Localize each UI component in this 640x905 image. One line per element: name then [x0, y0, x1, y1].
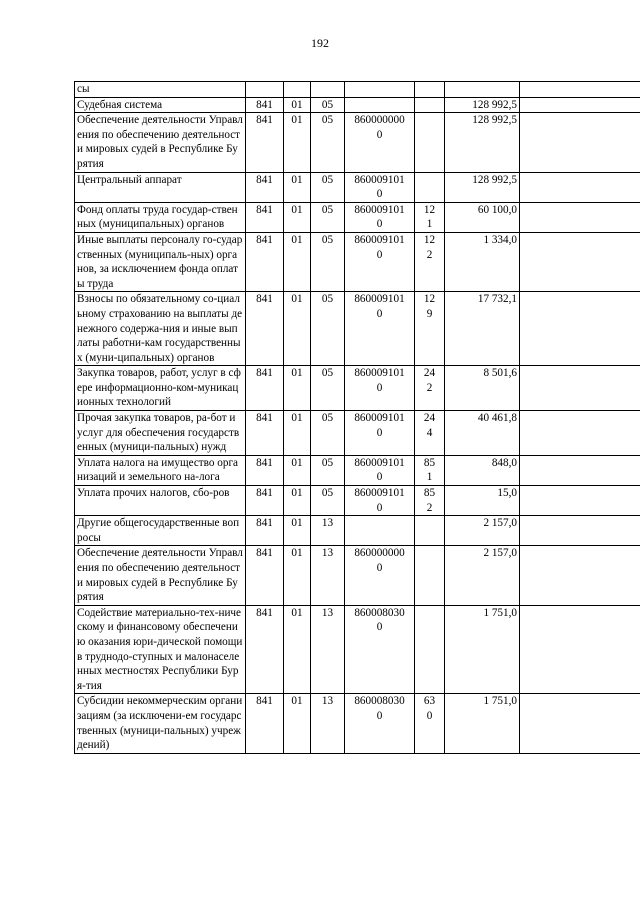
table-row — [75, 516, 640, 546]
row-csr-cell — [345, 605, 415, 694]
row-pr-cell: 05 — [311, 411, 345, 456]
table-row — [75, 411, 640, 456]
row-amount-cell: 128 992,5 — [445, 113, 520, 172]
row-pr-cell: 05 — [311, 232, 345, 291]
page-number: 192 — [311, 36, 329, 50]
table-row — [75, 97, 640, 113]
row-name-cell: Содействие материально-тех-ническому и финансовому обеспечению оказания юри-дической помощи в труднодо-ступных и малонаселенных местностях Республики Буря-тия — [75, 605, 246, 694]
row-ved-cell: 841 — [246, 113, 284, 172]
row-csr-cell — [345, 546, 415, 605]
table-row — [75, 694, 640, 753]
row-csr-line: 0 — [376, 248, 383, 261]
row-name-cell: сы — [75, 82, 246, 98]
row-name-cell: Фонд оплаты труда государ-ственных (муниципальных) органов — [75, 202, 246, 232]
row-csr-line: 0 — [376, 381, 383, 394]
row-pr-cell: 05 — [311, 97, 345, 113]
row-pr-cell: 05 — [311, 486, 345, 516]
row-amount-cell: 1 334,0 — [445, 232, 520, 291]
row-vr-line: 24 — [423, 412, 436, 425]
row-vr-cell — [415, 605, 445, 694]
row-pr-cell: 05 — [311, 202, 345, 232]
row-pr-cell: 05 — [311, 113, 345, 172]
row-csr-cell — [345, 292, 415, 366]
row-ved-cell: 841 — [246, 202, 284, 232]
row-csr-cell — [345, 411, 415, 456]
table-row — [75, 232, 640, 291]
row-rz-cell: 01 — [284, 411, 311, 456]
row-extra-cell — [520, 232, 640, 291]
row-vr-line: 2 — [426, 381, 433, 394]
row-pr-cell: 13 — [311, 516, 345, 546]
row-vr-line: 1 — [426, 218, 433, 231]
table-row — [75, 605, 640, 694]
row-vr-cell — [415, 113, 445, 172]
row-extra-cell — [520, 546, 640, 605]
row-amount-cell: 60 100,0 — [445, 202, 520, 232]
row-ved-cell: 841 — [246, 516, 284, 546]
row-vr-cell — [415, 172, 445, 202]
row-vr-cell — [415, 232, 445, 291]
row-csr-cell — [345, 366, 415, 411]
row-vr-line: 12 — [423, 233, 436, 246]
row-extra-cell — [520, 113, 640, 172]
row-rz-cell: 01 — [284, 694, 311, 753]
row-rz-cell: 01 — [284, 113, 311, 172]
row-pr-cell: 05 — [311, 455, 345, 485]
row-csr-cell — [345, 97, 415, 113]
row-extra-cell — [520, 694, 640, 753]
row-amount-cell: 8 501,6 — [445, 366, 520, 411]
row-pr-cell: 13 — [311, 694, 345, 753]
row-pr-cell: 13 — [311, 605, 345, 694]
budget-table — [74, 81, 640, 754]
row-csr-cell — [345, 172, 415, 202]
row-extra-cell — [520, 172, 640, 202]
table-row — [75, 486, 640, 516]
row-vr-line: 0 — [426, 709, 433, 722]
row-name-cell: Центральный аппарат — [75, 172, 246, 202]
row-vr-line: 12 — [423, 203, 436, 216]
row-name-cell: Иные выплаты персоналу го-сударственных (муниципаль-ных) органов, за исключением фонда оплаты труда — [75, 232, 246, 291]
row-vr-line: 2 — [426, 501, 433, 514]
row-ved-cell: 841 — [246, 411, 284, 456]
row-rz-cell — [284, 82, 311, 98]
row-csr-line: 0 — [376, 426, 383, 439]
row-vr-line: 4 — [426, 426, 433, 439]
row-rz-cell: 01 — [284, 366, 311, 411]
table-row — [75, 455, 640, 485]
row-csr-line: 0 — [376, 188, 383, 201]
row-rz-cell: 01 — [284, 292, 311, 366]
row-vr-cell — [415, 82, 445, 98]
row-vr-cell — [415, 486, 445, 516]
row-extra-cell — [520, 605, 640, 694]
row-csr-cell — [345, 694, 415, 753]
row-rz-cell: 01 — [284, 202, 311, 232]
row-csr-line: 0 — [376, 562, 383, 574]
row-ved-cell: 841 — [246, 455, 284, 485]
table-row — [75, 82, 640, 98]
row-amount-cell: 17 732,1 — [445, 292, 520, 366]
table-row — [75, 292, 640, 366]
row-amount-cell — [445, 82, 520, 98]
row-amount-cell: 1 751,0 — [445, 694, 520, 753]
row-name-cell: Другие общегосударственные вопросы — [75, 516, 246, 546]
table-row — [75, 546, 640, 605]
row-rz-cell: 01 — [284, 546, 311, 605]
row-vr-cell — [415, 694, 445, 753]
row-vr-cell — [415, 366, 445, 411]
row-ved-cell: 841 — [246, 97, 284, 113]
row-name-cell: Обеспечение деятельности Управления по обеспечению деятельности мировых судей в Республике Бурятия — [75, 546, 246, 605]
row-extra-cell — [520, 516, 640, 546]
row-ved-cell: 841 — [246, 694, 284, 753]
row-csr-line: 860009101 — [354, 293, 405, 306]
row-ved-cell: 841 — [246, 232, 284, 291]
row-vr-cell — [415, 97, 445, 113]
row-amount-cell: 15,0 — [445, 486, 520, 516]
row-csr-line: 0 — [376, 218, 383, 231]
row-pr-cell: 05 — [311, 366, 345, 411]
row-csr-line: 0 — [376, 501, 383, 514]
table-row — [75, 113, 640, 172]
row-vr-line: 24 — [423, 367, 436, 380]
row-name-cell: Уплата налога на имущество организаций и земельного на-лога — [75, 455, 246, 485]
row-ved-cell: 841 — [246, 546, 284, 605]
row-csr-line: 0 — [376, 471, 383, 484]
row-extra-cell — [520, 486, 640, 516]
row-csr-line: 860009101 — [354, 487, 405, 500]
row-csr-line: 860008030 — [354, 695, 405, 708]
row-name-cell: Закупка товаров, работ, услуг в сфере информационно-ком-муникационных технологий — [75, 366, 246, 411]
row-rz-cell: 01 — [284, 605, 311, 694]
budget-table-body — [75, 82, 640, 754]
row-amount-cell: 40 461,8 — [445, 411, 520, 456]
row-csr-cell — [345, 232, 415, 291]
row-pr-cell: 13 — [311, 546, 345, 605]
row-vr-line: 85 — [423, 456, 436, 469]
row-vr-cell — [415, 516, 445, 546]
row-extra-cell — [520, 411, 640, 456]
row-csr-line: 860009101 — [354, 456, 405, 469]
row-name-cell: Судебная система — [75, 97, 246, 113]
row-vr-line: 12 — [423, 293, 436, 306]
row-vr-cell — [415, 455, 445, 485]
row-csr-line: 0 — [376, 621, 383, 634]
row-ved-cell: 841 — [246, 172, 284, 202]
row-rz-cell: 01 — [284, 516, 311, 546]
row-extra-cell — [520, 82, 640, 98]
row-ved-cell: 841 — [246, 292, 284, 366]
row-csr-cell — [345, 82, 415, 98]
row-csr-cell — [345, 113, 415, 172]
row-csr-line: 0 — [376, 307, 383, 320]
row-vr-line: 63 — [423, 695, 436, 708]
row-csr-line: 860000000 — [354, 114, 405, 127]
row-ved-cell: 841 — [246, 486, 284, 516]
row-extra-cell — [520, 455, 640, 485]
table-row — [75, 366, 640, 411]
row-csr-line: 860000000 — [354, 547, 405, 560]
row-name-cell: Уплата прочих налогов, сбо-ров — [75, 486, 246, 516]
row-pr-cell: 05 — [311, 172, 345, 202]
row-csr-cell — [345, 486, 415, 516]
row-csr-line: 860009101 — [354, 367, 405, 380]
row-csr-line: 0 — [376, 709, 383, 722]
row-csr-line: 860009101 — [354, 412, 405, 425]
row-vr-line: 85 — [423, 487, 436, 500]
row-vr-cell — [415, 202, 445, 232]
row-vr-cell — [415, 546, 445, 605]
row-ved-cell: 841 — [246, 605, 284, 694]
row-rz-cell: 01 — [284, 97, 311, 113]
row-extra-cell — [520, 292, 640, 366]
row-csr-line: 860009101 — [354, 173, 405, 186]
row-name-cell: Субсидии некоммерческим организациям (за исключени-ем государственных (муници-пальных) учреждений) — [75, 694, 246, 753]
row-amount-cell: 128 992,5 — [445, 172, 520, 202]
row-amount-cell: 1 751,0 — [445, 605, 520, 694]
row-amount-cell: 2 157,0 — [445, 516, 520, 546]
row-extra-cell — [520, 97, 640, 113]
row-ved-cell — [246, 82, 284, 98]
row-vr-cell — [415, 411, 445, 456]
row-rz-cell: 01 — [284, 455, 311, 485]
row-name-cell: Взносы по обязательному со-циальному страхованию на выплаты денежного содержа-ния и иные выплаты работни-кам государственных (муни-ципальных) органов — [75, 292, 246, 366]
row-csr-cell — [345, 516, 415, 546]
table-row — [75, 202, 640, 232]
row-rz-cell: 01 — [284, 232, 311, 291]
row-pr-cell: 05 — [311, 292, 345, 366]
row-extra-cell — [520, 366, 640, 411]
row-ved-cell: 841 — [246, 366, 284, 411]
row-extra-cell — [520, 202, 640, 232]
row-name-cell: Обеспечение деятельности Управления по обеспечению деятельности мировых судей в Республике Бурятия — [75, 113, 246, 172]
row-amount-cell: 128 992,5 — [445, 97, 520, 113]
row-csr-line: 860009101 — [354, 203, 405, 216]
row-vr-line: 2 — [426, 248, 433, 261]
row-vr-cell — [415, 292, 445, 366]
row-vr-line: 1 — [426, 471, 433, 484]
row-amount-cell: 2 157,0 — [445, 546, 520, 605]
row-csr-cell — [345, 202, 415, 232]
row-csr-line: 860008030 — [354, 606, 405, 619]
row-rz-cell: 01 — [284, 486, 311, 516]
table-row — [75, 172, 640, 202]
row-name-cell: Прочая закупка товаров, ра-бот и услуг для обеспечения государственных (муници-пальных) нужд — [75, 411, 246, 456]
row-rz-cell: 01 — [284, 172, 311, 202]
row-csr-cell — [345, 455, 415, 485]
row-amount-cell: 848,0 — [445, 455, 520, 485]
row-csr-line: 0 — [376, 128, 383, 141]
row-pr-cell — [311, 82, 345, 98]
row-vr-line: 9 — [426, 307, 433, 320]
row-csr-line: 860009101 — [354, 233, 405, 246]
